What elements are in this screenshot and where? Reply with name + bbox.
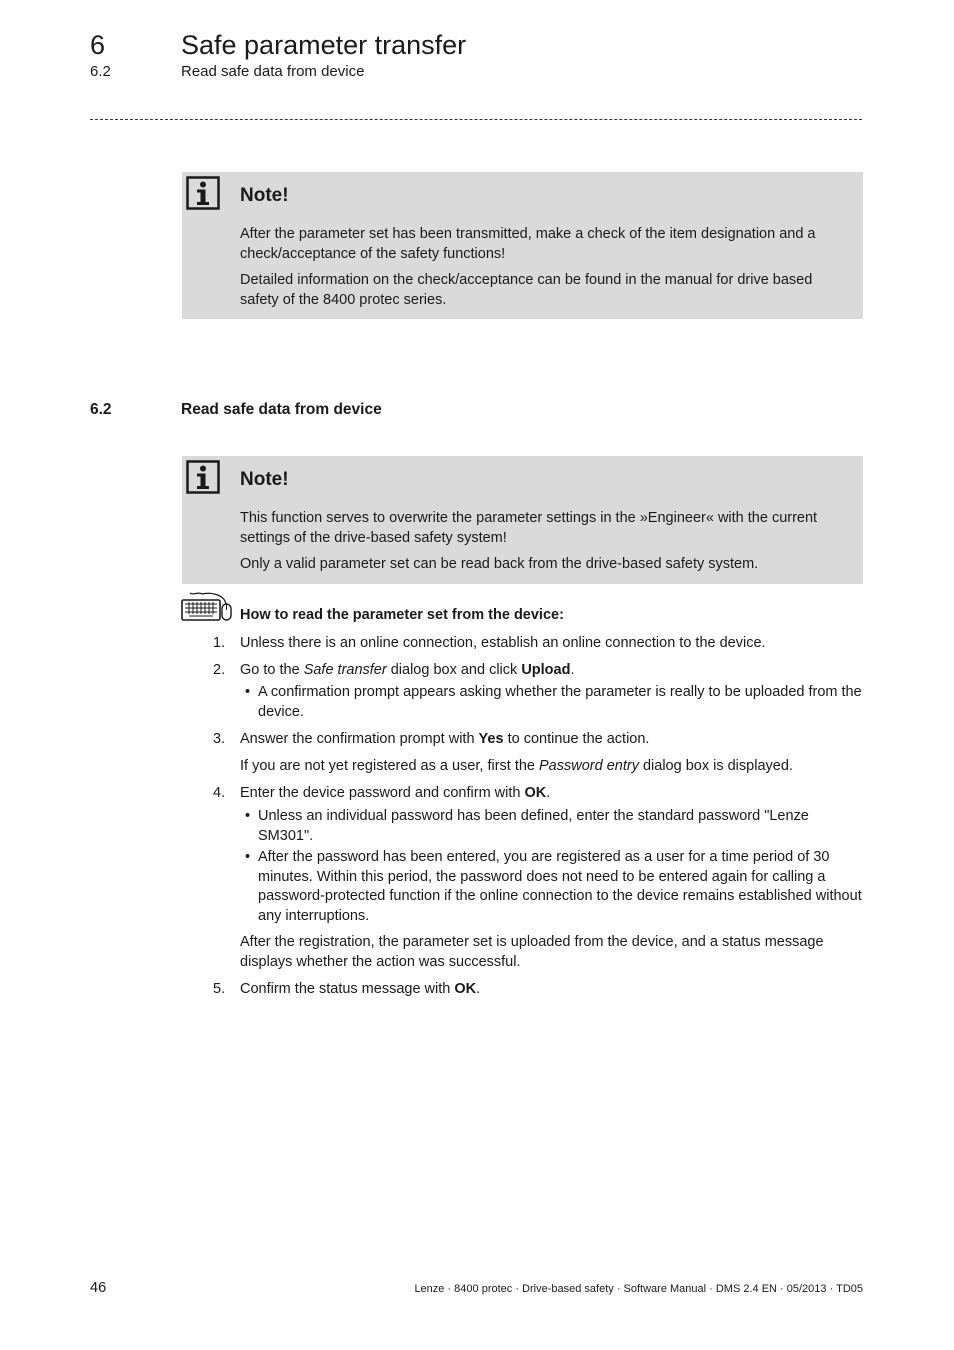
- text-run: .: [476, 981, 481, 997]
- keyboard-mouse-icon: [180, 590, 234, 624]
- section-number: 6.2: [90, 401, 112, 418]
- text-run: Answer the confirmation prompt with: [240, 731, 479, 747]
- bullet-icon: •: [245, 684, 251, 700]
- header-divider: [90, 119, 862, 120]
- step-number: 2.: [213, 662, 226, 678]
- chapter-title: Safe parameter transfer: [181, 30, 467, 60]
- step-number: 1.: [213, 635, 226, 651]
- footer-doc-info: Lenze · 8400 protec · Drive-based safety · Software Manual · DMS 2.4 EN · 05/2013 · TD05: [414, 1283, 863, 1295]
- button-name: Yes: [478, 731, 504, 747]
- howto-title: How to read the parameter set from the device:: [240, 607, 564, 623]
- text-run: .: [570, 662, 575, 678]
- bullet-icon: •: [245, 849, 251, 865]
- note-paragraph: Only a valid parameter set can be read back from the drive-based safety system.: [240, 556, 759, 572]
- header-section-number: 6.2: [90, 63, 111, 80]
- button-name: OK: [524, 785, 547, 801]
- note-heading: Note!: [240, 469, 289, 490]
- info-icon: [186, 176, 220, 210]
- info-icon: [186, 460, 220, 494]
- chapter-number: 6: [90, 30, 106, 60]
- button-name: Upload: [521, 662, 571, 678]
- note-body: [240, 225, 845, 317]
- button-name: OK: [454, 981, 477, 997]
- text-run: Confirm the status message with: [240, 981, 455, 997]
- text-run: dialog box and click: [386, 662, 522, 678]
- step-text: [240, 661, 862, 681]
- text-run: Go to the: [240, 662, 304, 678]
- dialog-name: Password entry: [539, 758, 639, 774]
- step-number: 3.: [213, 731, 226, 747]
- page-number: 46: [90, 1280, 107, 1296]
- step-note: [240, 757, 862, 777]
- note-box-2: [182, 456, 863, 584]
- step-number: 5.: [213, 981, 226, 997]
- step-text: Unless there is an online connection, establish an online connection to the device.: [240, 635, 766, 651]
- text-run: .: [546, 785, 551, 801]
- section-title: Read safe data from device: [181, 401, 382, 418]
- note-box-1: [182, 172, 863, 319]
- note-paragraph: After the parameter set has been transmitted, make a check of the item designation and a check/acceptance of the safety functions!: [240, 226, 816, 262]
- bullet-icon: •: [245, 808, 251, 824]
- bullet-text: After the password has been entered, you are registered as a user for a time period of 30 minutes. Within this period, the password does not need to be entered again for calling a password-protected function if the online connection to the device remains established without any interruptions.: [258, 849, 862, 924]
- note-paragraph: Detailed information on the check/acceptance can be found in the manual for drive based safety of the 8400 protec series.: [240, 272, 813, 308]
- step-text: [240, 980, 862, 1000]
- text-run: If you are not yet registered as a user, first the: [240, 758, 540, 774]
- note-paragraph: This function serves to overwrite the parameter settings in the »Engineer« with the current settings of the drive-based safety system!: [240, 510, 818, 546]
- step-number: 4.: [213, 785, 226, 801]
- step-text: [240, 730, 862, 750]
- dialog-name: Safe transfer: [303, 662, 387, 678]
- header-section-title: Read safe data from device: [181, 63, 365, 80]
- step-text: [240, 784, 862, 804]
- text-run: dialog box is displayed.: [638, 758, 793, 774]
- step-note: After the registration, the parameter set is uploaded from the device, and a status message displays whether the action was successful.: [240, 934, 824, 970]
- bullet-text: Unless an individual password has been defined, enter the standard password "Lenze SM301".: [258, 808, 809, 844]
- note-body: [240, 509, 845, 582]
- bullet-text: A confirmation prompt appears asking whether the parameter is really to be uploaded from the device.: [258, 684, 862, 720]
- text-run: to continue the action.: [503, 731, 650, 747]
- note-heading: Note!: [240, 185, 289, 206]
- text-run: Enter the device password and confirm with: [240, 785, 525, 801]
